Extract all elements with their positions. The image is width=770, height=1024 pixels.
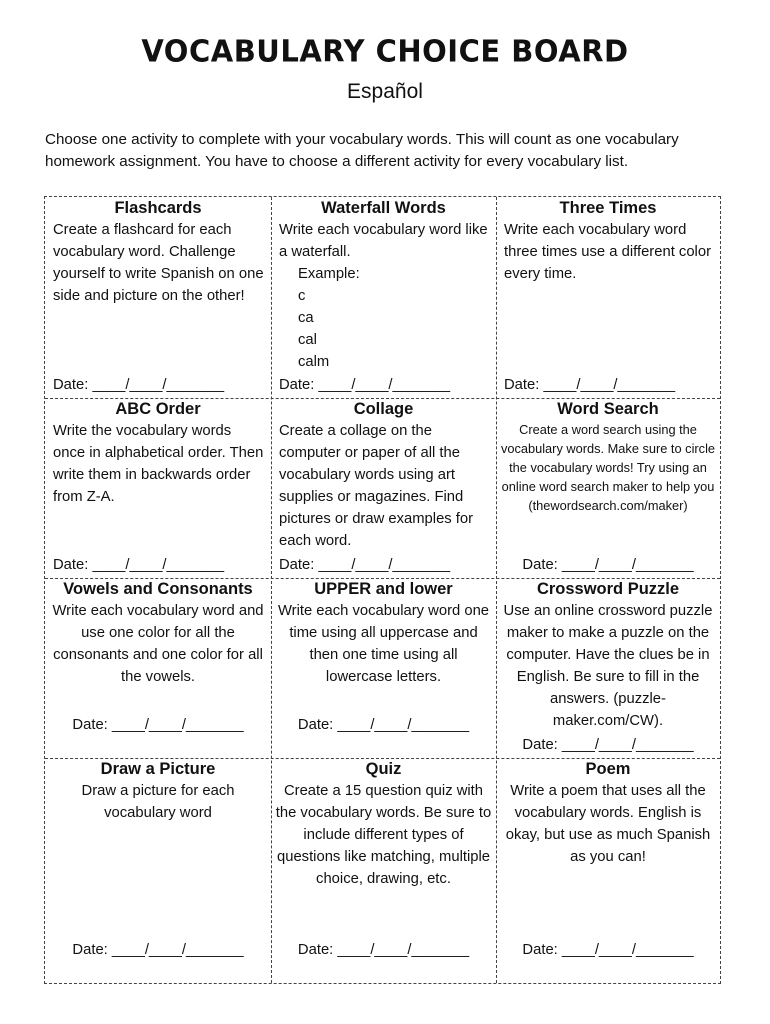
cell-draw-a-picture [45, 758, 271, 983]
cell-text-main: Write each vocabulary word like a waterfall. [279, 222, 488, 260]
date-line: Date: ____/____/_______ [53, 377, 225, 393]
cell-title: UPPER and lower [314, 580, 453, 598]
date-line: Date: ____/____/_______ [297, 942, 470, 958]
date-line: Date: ____/____/_______ [279, 377, 451, 393]
example-line: ca [298, 310, 314, 326]
page-title: VOCABULARY CHOICE BOARD [141, 33, 629, 69]
cell-title: Word Search [557, 400, 659, 418]
cell-text: Write each vocabulary word one time using all uppercase and then one time using all lowercase letters. [277, 603, 490, 685]
cell-flashcards [45, 197, 271, 398]
cell-abc-order [45, 398, 271, 578]
cell-text: Write each vocabulary word three times use a different color every time. [504, 222, 711, 282]
example-line: cal [298, 332, 317, 348]
cell-waterfall-words [271, 197, 496, 398]
date-line: Date: ____/____/_______ [279, 557, 451, 573]
cell-word-search [496, 398, 720, 578]
date-line: Date: ____/____/_______ [522, 737, 694, 753]
cell-text: Draw a picture for each vocabulary word [81, 783, 235, 821]
date-line: Date: ____/____/_______ [522, 942, 694, 958]
cell-text: Write the vocabulary words once in alphabetical order. Then write them in backwards order from Z-A. [53, 423, 264, 505]
cell-quiz [271, 758, 496, 983]
cell-crossword-puzzle [496, 578, 720, 758]
cell-text: Create a collage on the computer or paper of all the vocabulary words using art supplies or magazines. Find pictures or draw examples for each word. [279, 423, 474, 549]
cell-vowels-consonants [45, 578, 271, 758]
cell-text: Use an online crossword puzzle maker to make a puzzle on the computer. Have the clues be in English. Be sure to fill in the answers. (puzzle-maker.com/CW). [503, 603, 713, 729]
date-line: Date: ____/____/_______ [72, 942, 244, 958]
date-line: Date: ____/____/_______ [522, 557, 694, 573]
cell-text: Create a flashcard for each vocabulary word. Challenge yourself to write Spanish on one side and picture on the other! [53, 222, 264, 304]
cell-text: Create a word search using the vocabulary words. Make sure to circle the vocabulary words! Try using an online word search maker to help you (thewordsearch.com/maker) [500, 422, 716, 513]
cell-title: Vowels and Consonants [63, 580, 253, 598]
cell-title: Three Times [559, 199, 657, 217]
cell-title: Poem [585, 760, 631, 778]
instructions: Choose one activity to complete with your vocabulary words. This will count as one vocabulary homework assignment. You have to choose a different activity for every vocabulary list. [45, 131, 679, 170]
cell-title: Crossword Puzzle [536, 580, 680, 598]
page-subtitle: Español [347, 80, 423, 103]
date-line: Date: ____/____/_______ [504, 377, 676, 393]
cell-upper-lower [271, 578, 496, 758]
cell-title: Draw a Picture [100, 760, 216, 778]
cell-title: Waterfall Words [321, 199, 446, 217]
cell-poem [496, 758, 720, 983]
cell-text: Write each vocabulary word and use one color for all the consonants and one color for all the vowels. [52, 603, 264, 685]
cell-three-times [496, 197, 720, 398]
cell-text: Create a 15 question quiz with the vocabulary words. Be sure to include different types of questions like matching, multiple choice, drawing, etc. [275, 783, 492, 887]
cell-title: Quiz [365, 760, 402, 778]
example-line: c [298, 288, 306, 304]
example-label: Example: [298, 266, 360, 282]
example-line: calm [298, 354, 330, 370]
date-line: Date: ____/____/_______ [297, 717, 470, 733]
cell-collage [271, 398, 496, 578]
cell-title: Collage [353, 400, 414, 418]
date-line: Date: ____/____/_______ [72, 717, 244, 733]
choice-board-grid [44, 196, 721, 984]
cell-title: Flashcards [114, 199, 202, 217]
cell-title: ABC Order [115, 400, 201, 418]
cell-text: Write a poem that uses all the vocabulary words. English is okay, but use as much Spanish as you can! [505, 783, 711, 865]
date-line: Date: ____/____/_______ [53, 557, 225, 573]
cell-text [271, 219, 496, 373]
